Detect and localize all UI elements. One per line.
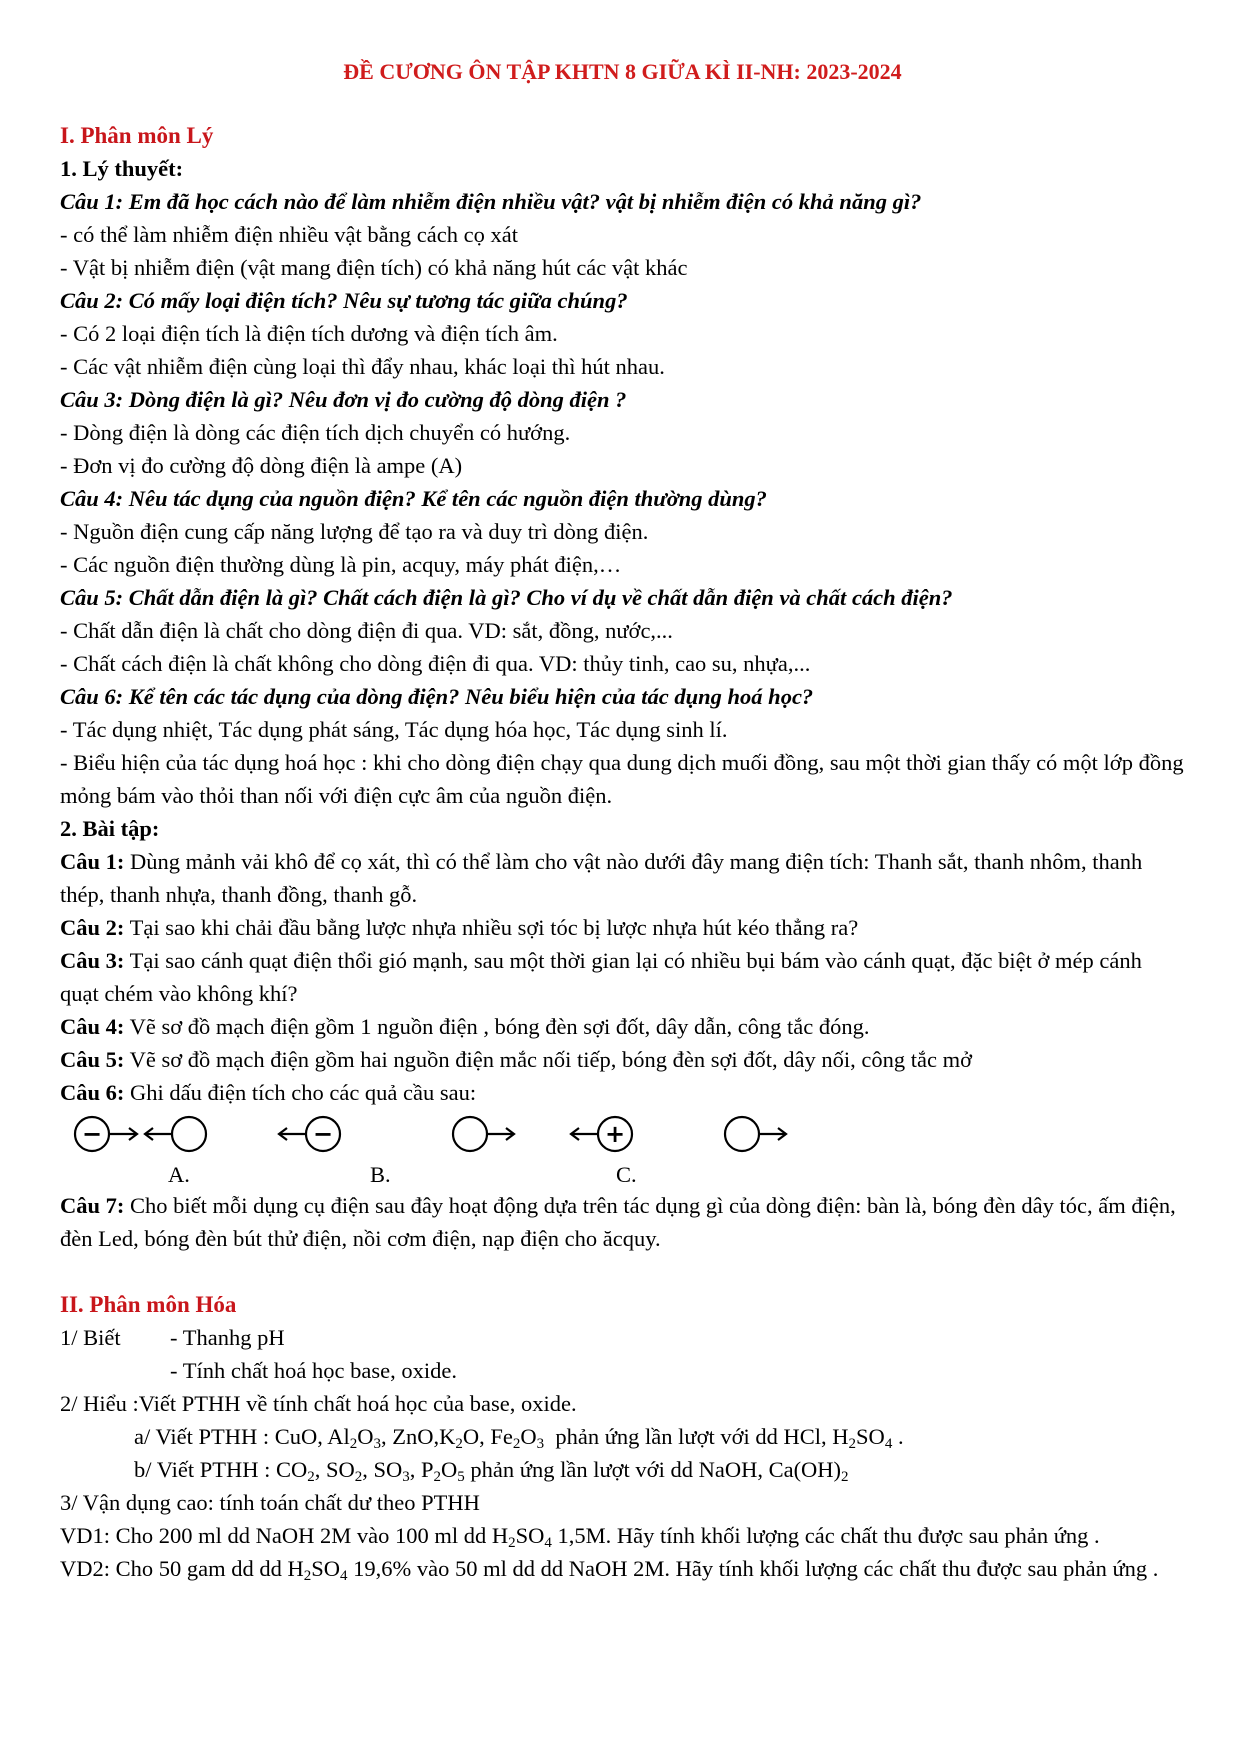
apply-line: 3/ Vận dụng cao: tính toán chất dư theo PTHH [60, 1490, 480, 1515]
exercise-label: Câu 2: [60, 915, 125, 940]
answer-line: - Đơn vị đo cường độ dòng điện là ampe (A) [60, 453, 463, 478]
charged-spheres-diagram [60, 1109, 1185, 1189]
sphere-a-sign: − [81, 1120, 103, 1148]
answer-line: - có thể làm nhiễm điện nhiều vật bằng cách cọ xát [60, 222, 518, 247]
exercise-3 [60, 944, 1185, 1010]
vd2-prefix: VD2: Cho 50 gam dd dd H [60, 1556, 304, 1581]
question-heading: Câu 1: Em đã học cách nào để làm nhiễm điện nhiều vật? vật bị nhiễm điện có khả năng gì? [60, 189, 922, 214]
question-heading: Câu 4: Nêu tác dụng của nguồn điện? Kể tên các nguồn điện thường dùng? [60, 486, 767, 511]
question-heading: Câu 2: Có mấy loại điện tích? Nêu sự tương tác giữa chúng? [60, 288, 628, 313]
exercise-text: Tại sao khi chải đầu bằng lược nhựa nhiều sợi tóc bị lược nhựa hút kéo thẳng ra? [124, 915, 859, 940]
document-title: ĐỀ CƯƠNG ÔN TẬP KHTN 8 GIỮA KÌ II-NH: 2023-2024 [343, 59, 902, 84]
sphere-b-right [453, 1117, 487, 1151]
label-c: C. [616, 1162, 637, 1187]
sphere-b-sign: − [312, 1120, 334, 1148]
exercise-label: Câu 7: [60, 1193, 125, 1218]
understand-line: 2/ Hiểu :Viết PTHH về tính chất hoá học của base, oxide. [60, 1391, 577, 1416]
chemistry-section-title: II. Phân môn Hóa [60, 1292, 237, 1317]
physics-section-title: I. Phân môn Lý [60, 123, 214, 148]
exercise-label: Câu 1: [60, 849, 125, 874]
vd2-suffix: 19,6% vào 50 ml dd dd NaOH 2M. Hãy tính khối lượng các chất thu được sau phản ứng . [347, 1556, 1159, 1581]
know-label-spacer [60, 1354, 170, 1387]
exercise-5 [60, 1043, 1185, 1076]
vd1-prefix: VD1: Cho 200 ml dd NaOH 2M vào 100 ml dd H [60, 1523, 509, 1548]
answer-line: - Dòng điện là dòng các điện tích dịch chuyển có hướng. [60, 420, 571, 445]
theory-q4 [60, 482, 1185, 581]
exercise-heading: 2. Bài tập: [60, 816, 160, 841]
exercise-text: Dùng mảnh vải khô để cọ xát, thì có thể làm cho vật nào dưới đây mang điện tích: Thanh sắt, thanh nhôm, thanh thép, thanh nhựa, thanh đồng, thanh gỗ. [60, 849, 1143, 907]
document-page [60, 55, 1185, 1585]
answer-line: - Biểu hiện của tác dụng hoá học : khi cho dòng điện chạy qua dung dịch muối đồng, sau một thời gian thấy có một lớp đồng mỏng bám vào thỏi than nối với điện cực âm của nguồn điện. [60, 750, 1184, 808]
answer-line: - Các nguồn điện thường dùng là pin, acquy, máy phát điện,… [60, 552, 622, 577]
example-1: VD1: Cho 200 ml dd NaOH 2M vào 100 ml dd $H_2SO_4$ 1,5M. Hãy tính khối lượng các chất thu được sau phản ứng . [60, 1523, 1100, 1551]
exercise-text: Vẽ sơ đồ mạch điện gồm hai nguồn điện mắc nối tiếp, bóng đèn sợi đốt, dây nối, công tắc mở [124, 1047, 973, 1072]
know-label: 1/ Biết [60, 1325, 121, 1350]
exercise-7 [60, 1189, 1185, 1255]
exercise-text: Vẽ sơ đồ mạch điện gồm 1 nguồn điện , bóng đèn sợi đốt, dây dẫn, công tắc đóng. [124, 1014, 870, 1039]
answer-line: - Có 2 loại điện tích là điện tích dương và điện tích âm. [60, 321, 558, 346]
exercise-6 [60, 1076, 1185, 1109]
exercise-text: Tại sao cánh quạt điện thổi gió mạnh, sau một thời gian lại có nhiều bụi bám vào cánh quạt, đặc biệt ở mép cánh quạt chém vào không khí? [60, 948, 1142, 1006]
exercise-label: Câu 6: [60, 1080, 125, 1105]
exercise-1 [60, 845, 1185, 911]
exercise-label: Câu 5: [60, 1047, 125, 1072]
vd1-suffix: 1,5M. Hãy tính khối lượng các chất thu được sau phản ứng . [551, 1523, 1100, 1548]
label-a: A. [168, 1162, 190, 1187]
sphere-a-right [172, 1117, 206, 1151]
understand-b-prefix: b/ Viết PTHH : CO [134, 1457, 308, 1482]
exercise-label: Câu 3: [60, 948, 125, 973]
answer-line: - Chất cách điện là chất không cho dòng điện đi qua. VD: thủy tinh, cao su, nhựa,... [60, 651, 811, 676]
theory-q1 [60, 185, 1185, 284]
exercise-text: Ghi dấu điện tích cho các quả cầu sau: [124, 1080, 477, 1105]
know-row-2 [60, 1354, 1185, 1387]
understand-b: b/ Viết PTHH : $CO_2$, $SO_2$, $SO_3$, $P_2O_5$ phản ứng lần lượt với dd NaOH, $Ca(OH)_2$ [134, 1457, 849, 1485]
answer-line: - Nguồn điện cung cấp năng lượng để tạo ra và duy trì dòng điện. [60, 519, 649, 544]
exercise-label: Câu 4: [60, 1014, 125, 1039]
know-item: - Thanhg pH [170, 1325, 285, 1350]
sphere-c-sign: + [604, 1120, 626, 1148]
theory-q2 [60, 284, 1185, 383]
section-gap [60, 1255, 1185, 1288]
answer-line: - Tác dụng nhiệt, Tác dụng phát sáng, Tác dụng hóa học, Tác dụng sinh lí. [60, 717, 728, 742]
question-heading: Câu 3: Dòng điện là gì? Nêu đơn vị đo cường độ dòng điện ? [60, 387, 627, 412]
theory-q6 [60, 680, 1185, 812]
answer-line: - Các vật nhiễm điện cùng loại thì đẩy nhau, khác loại thì hút nhau. [60, 354, 665, 379]
know-item: - Tính chất hoá học base, oxide. [170, 1358, 457, 1383]
question-heading: Câu 5: Chất dẫn điện là gì? Chất cách điện là gì? Cho ví dụ về chất dẫn điện và chất cách điện? [60, 585, 953, 610]
example-2: VD2: Cho 50 gam dd dd $H_2SO_4$ 19,6% vào 50 ml dd dd NaOH 2M. Hãy tính khối lượng các chất thu được sau phản ứng . [60, 1556, 1159, 1584]
question-heading: Câu 6: Kể tên các tác dụng của dòng điện? Nêu biểu hiện của tác dụng hoá học? [60, 684, 814, 709]
answer-line: - Vật bị nhiễm điện (vật mang điện tích) có khả năng hút các vật khác [60, 255, 688, 280]
label-b: B. [370, 1162, 391, 1187]
understand-a: a/ Viết PTHH : CuO, $Al_2O_3$, $ZnO,K_2O$, $Fe_2O_3$ phản ứng lần lượt với dd HCl, $H_2SO_4$ . [134, 1424, 904, 1452]
theory-q5 [60, 581, 1185, 680]
answer-line: - Chất dẫn điện là chất cho dòng điện đi qua. VD: sắt, đồng, nước,... [60, 618, 673, 643]
theory-heading: 1. Lý thuyết: [60, 156, 184, 181]
know-row-1 [60, 1321, 1185, 1354]
theory-q3 [60, 383, 1185, 482]
exercise-4 [60, 1010, 1185, 1043]
sphere-c-right [725, 1117, 759, 1151]
exercise-2 [60, 911, 1185, 944]
exercise-text: Cho biết mỗi dụng cụ điện sau đây hoạt động dựa trên tác dụng gì của dòng điện: bàn là, bóng đèn dây tóc, ấm điện, đèn Led, bóng đèn bút thử điện, nồi cơm điện, nạp điện cho ăcquy. [60, 1193, 1176, 1251]
understand-a-prefix: a/ Viết PTHH : CuO, Al [134, 1424, 350, 1449]
